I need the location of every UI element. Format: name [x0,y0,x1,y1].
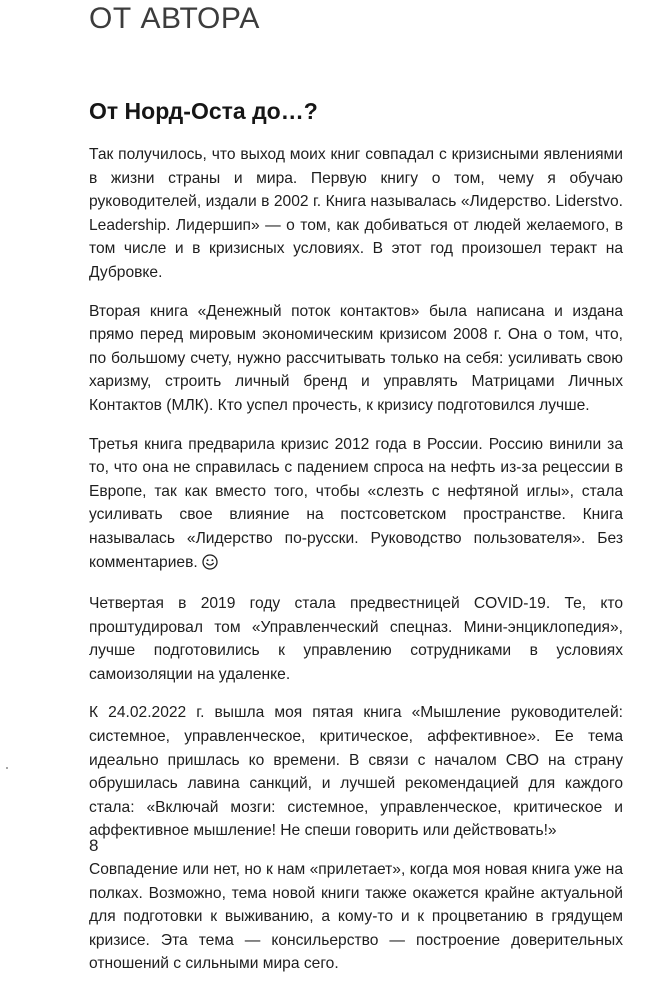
smiley-icon [202,554,218,578]
paragraph-1: Так получилось, что выход моих книг совпадал с кризисными явлениями в жизни страны и мира. Первую книгу о том, чему я обучаю руководителей, издали в 2002 г. Книга называлась «Лидерство. Liderstvo. Leadership. Лидершип» — о том, как добиваться от людей желаемого, в том числе и в кризисных условиях. В этот год произошел теракт на Дубровке. [89,146,623,281]
paragraph-6: Совпадение или нет, но к нам «прилетает», когда моя новая книга уже на полках. Возможно, тема новой книги также окажется крайне актуальной для подготовки к выживанию, а кому-то и к процветанию в грядущем кризисе. Эта тема — консильерство — построение доверительных отношений с сильными мира сего. [89,861,623,973]
section-header: ОТ АВТОРА [89,2,260,35]
page-number: 8 [89,836,99,855]
paragraph-3-text: Третья книга предварила кризис 2012 года в России. Россию винили за то, что она не справилась с падением спроса на нефть из-за рецессии в Европе, так как вместо того, чтобы «слезть с нефтяной иглы», стала усиливать свое влияние на постсоветском пространстве. Книга называлась «Лидерство по-русски. Руководство пользователя». Без комментариев. [89,435,623,571]
paragraph-2: Вторая книга «Денежный поток контактов» была написана и издана прямо перед мировым экономическим кризисом 2008 г. Она о том, что, по большому счету, нужно рассчитывать только на себя: усиливать свою харизму, строить личный бренд и управлять Матрицами Личных Контактов (МЛК). Кто успел прочесть, к кризису подготовился лучше. [89,302,623,414]
paragraph-3 [89,433,623,578]
scan-speck [6,767,8,769]
paragraph-5: К 24.02.2022 г. вышла моя пятая книга «Мышление руководителей: системное, управленческое, критическое, аффективное». Ее тема идеально пришлась ко времени. В связи с началом СВО на страну обрушилась лавина санкций, и лучшей рекомендацией для каждого стала: «Включай мозги: системное, управленческое, критическое и аффективное мышление! Не спеши говорить или действовать!» [89,704,623,840]
chapter-title: От Норд-Оста до…? [89,98,318,124]
paragraph-4: Четвертая в 2019 году стала предвестницей COVID-19. Те, кто проштудировал том «Управленческий спецназ. Мини-энциклопедия», лучше подготовились к управлению сотрудниками в условиях самоизоляции на удаленке. [89,595,623,683]
